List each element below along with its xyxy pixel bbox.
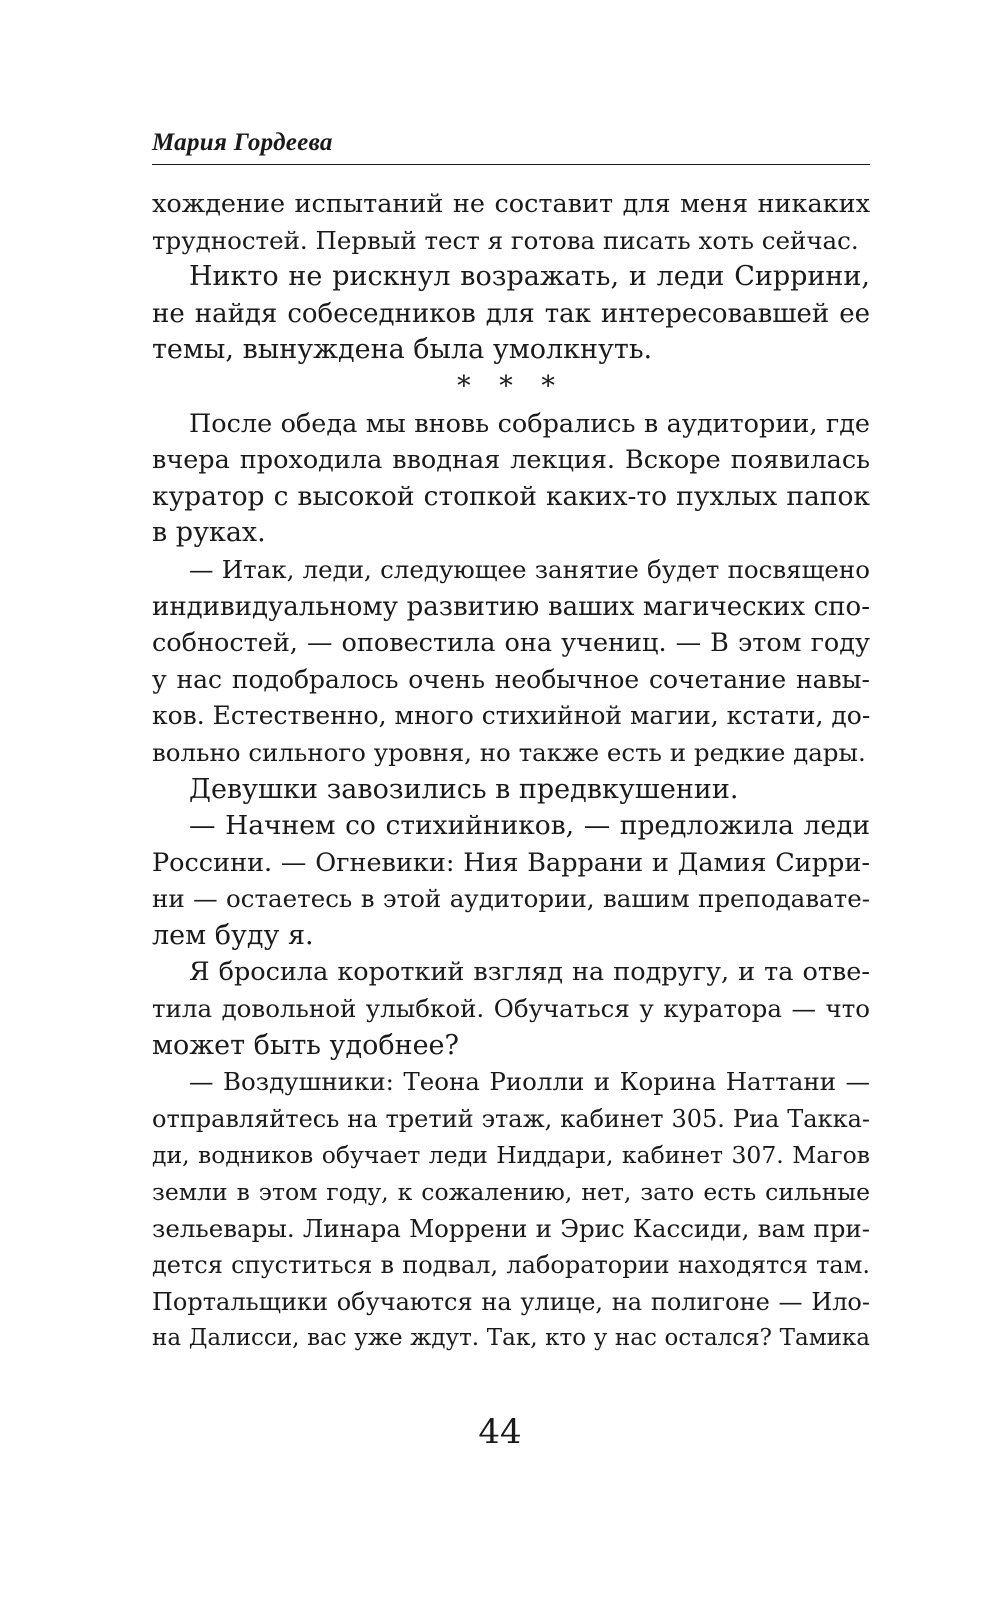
text-line: земли в этом году, к сожалению, нет, зато есть сильные [152,1178,870,1207]
text-line: Россини. — Огневики: Ния Варрани и Дамия Сирри- [152,847,870,878]
text-line: лем буду я. [152,919,314,951]
text-line: тила довольной улыбкой. Обучаться у куратора — что [152,994,870,1024]
text-line: — Воздушники: Теона Риолли и Корина Наттани — [189,1067,870,1097]
running-head-author: Мария Гордеева [152,129,333,156]
text-line: зельевары. Линара Моррени и Эрис Кассиди, вам при- [152,1213,870,1243]
text-line: ков. Естественно, много стихийной магии, кстати, до- [152,701,870,731]
text-line: Портальщики обучаются на улице, на полигоне — Ило- [152,1287,870,1316]
text-line: — Начнем со стихийников, — предложила леди [189,810,870,842]
text-line: ди, водников обучает леди Ниддари, кабинет 307. Магов [152,1141,870,1170]
text-line: вольно сильного уровня, но также есть и редкие дары. [152,737,866,767]
text-line: индивидуальному развитию ваших магических спо- [152,591,870,622]
text-line: трудностей. Первый тест я готова писать хоть сейчас. [152,225,859,255]
text-line: темы, вынуждена была умолкнуть. [152,334,653,366]
text-line: дется спуститься в подвал, лаборатории находятся там. [152,1251,870,1280]
page-number: 44 [478,1412,522,1452]
text-line: ни — остаетесь в этой аудитории, вашим преподавате- [152,884,870,914]
section-separator: * * * [457,370,565,402]
text-line: куратор с высокой стопкой каких-то пухлых папок [152,480,870,512]
text-line: может быть удобнее? [152,1029,460,1061]
text-line: Я бросила короткий взгляд на подругу, и та отве- [189,957,870,988]
text-line: Девушки завозились в предвкушении. [189,773,739,805]
text-line: собностей, — оповестила она учениц. — В этом году [152,628,870,659]
text-line: отправляйтесь на третий этаж, кабинет 305. Риа Такка- [152,1104,870,1133]
text-line: не найдя собеседников для так интересовавшей ее [152,298,870,329]
text-line: в руках. [152,517,266,549]
text-line: вчера проходила вводная лекция. Вскоре появилась [152,445,870,476]
body-text [152,186,870,1357]
text-line: Никто не рискнул возражать, и леди Сиррини, [189,261,870,293]
text-line: — Итак, леди, следующее занятие будет посвящено [189,554,870,584]
header-rule [152,164,870,165]
text-line: на Далисси, вас уже ждут. Так, кто у нас остался? Тамика [152,1325,870,1352]
text-line: у нас подобралось очень необычное сочетание навы- [152,664,870,694]
text-line: хождение испытаний не составит для меня никаких [152,189,870,219]
text-line: После обеда мы вновь собрались в аудитории, где [189,408,870,439]
